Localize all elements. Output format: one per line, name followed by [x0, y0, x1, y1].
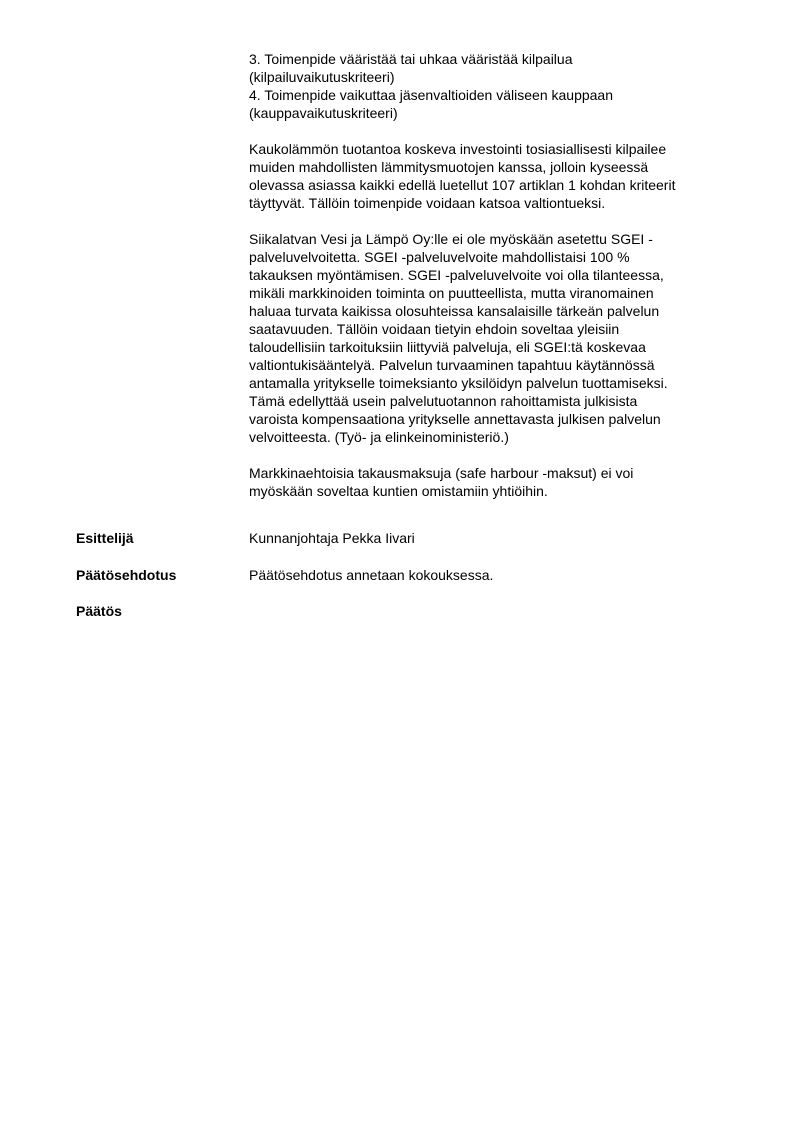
paragraph-safe-harbour: [249, 464, 749, 500]
text-line: myöskään soveltaa kuntien omistamiin yhtiöihin.: [249, 483, 548, 499]
text-line: Siikalatvan Vesi ja Lämpö Oy:lle ei ole myöskään asetettu SGEI -: [249, 231, 653, 247]
text-line: mikäli markkinoiden toiminta on puutteellista, mutta viranomainen: [249, 285, 654, 301]
criterion-3-line-1: 3. Toimenpide vääristää tai uhkaa vääristää kilpailua: [249, 51, 573, 67]
text-line: taloudellisiin tarkoituksiin liittyviä palveluja, eli SGEI:tä koskevaa: [249, 339, 646, 355]
text-line: haluaa turvata kaikissa olosuhteissa kansalaisille tärkeän palvelun: [249, 303, 660, 319]
criterion-3: [249, 50, 749, 86]
text-line: antamalla yritykselle toimeksianto yksilöidyn palvelun tuottamiseksi.: [249, 375, 668, 391]
criterion-3-line-2: (kilpailuvaikutuskriteeri): [249, 69, 395, 85]
paragraph-sgei: [249, 230, 749, 446]
text-line: muiden mahdollisten lämmitysmuotojen kanssa, jolloin kyseessä: [249, 159, 649, 175]
text-line: täyttyvät. Tällöin toimenpide voidaan katsoa valtiontueksi.: [249, 195, 606, 211]
text-line: olevassa asiassa kaikki edellä luetellut 107 artiklan 1 kohdan kriteerit: [249, 177, 676, 193]
text-line: varoista kompensaationa yritykselle annettavasta julkisen palvelun: [249, 411, 661, 427]
proposal-value: Päätösehdotus annetaan kokouksessa.: [249, 567, 494, 583]
criterion-4-line-2: (kauppavaikutuskriteeri): [249, 105, 398, 121]
text-line: velvoitteesta. (Työ- ja elinkeinoministeriö.): [249, 429, 509, 445]
presenter-value: Kunnanjohtaja Pekka Iivari: [249, 530, 415, 546]
text-line: takauksen myöntämisen. SGEI -palveluvelvoite voi olla tilanteessa,: [249, 267, 664, 283]
criterion-4: [249, 86, 749, 122]
text-line: Markkinaehtoisia takausmaksuja (safe harbour -maksut) ei voi: [249, 465, 634, 481]
text-line: palveluvelvoitetta. SGEI -palveluvelvoite mahdollistaisi 100 %: [249, 249, 630, 265]
paragraph-district-heating: [249, 140, 749, 212]
document-body: [249, 50, 749, 500]
decision-label: Päätös: [76, 603, 122, 619]
text-line: Tämä edellyttää usein palvelutuotannon rahoittamista julkisista: [249, 393, 638, 409]
presenter-label: Esittelijä: [76, 530, 134, 546]
text-line: Kaukolämmön tuotantoa koskeva investointi tosiasiallisesti kilpailee: [249, 141, 667, 157]
text-line: valtiontukisääntelyä. Palvelun turvaaminen tapahtuu käytännössä: [249, 357, 655, 373]
proposal-label: Päätösehdotus: [76, 567, 177, 583]
text-line: saatavuuden. Tällöin voidaan tietyin ehdoin soveltaa yleisiin: [249, 321, 620, 337]
criterion-4-line-1: 4. Toimenpide vaikuttaa jäsenvaltioiden väliseen kauppaan: [249, 87, 613, 103]
